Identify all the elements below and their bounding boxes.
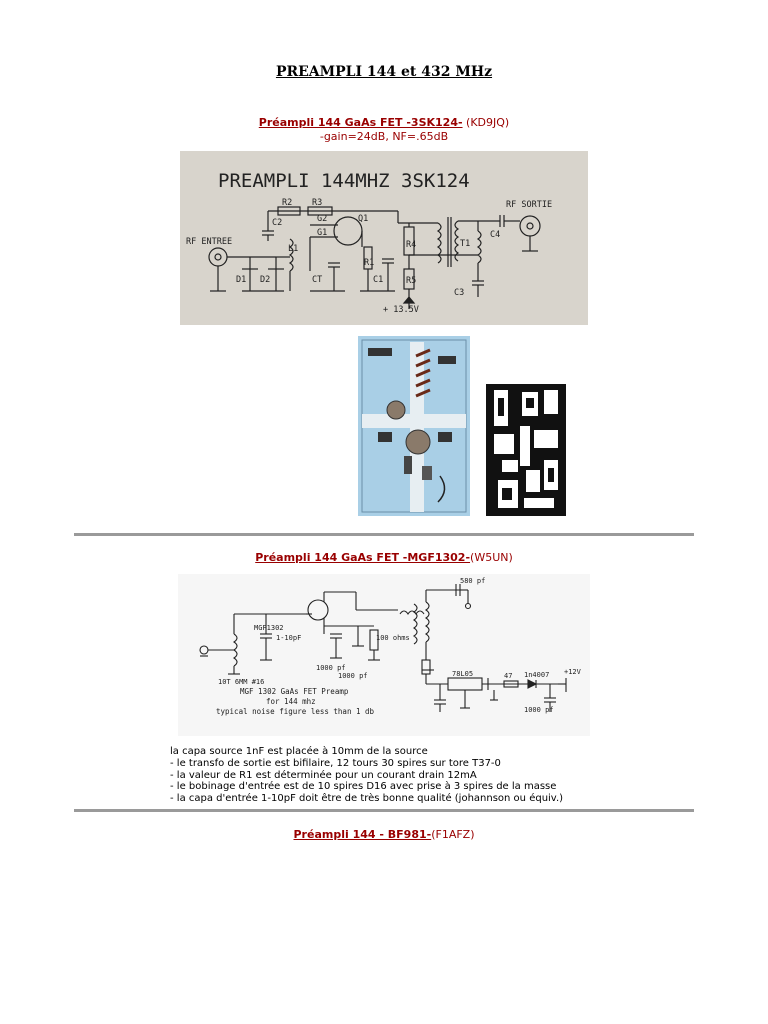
- pcb-pattern: [486, 384, 566, 516]
- schematic-3sk124: [180, 151, 588, 325]
- svg-text:100 ohms: 100 ohms: [376, 634, 410, 642]
- list-item: - le bobinage d'entrée est de 10 spires D16 avec prise à 3 spires de la masse: [170, 781, 557, 793]
- svg-text:for 144 mhz: for 144 mhz: [266, 697, 316, 706]
- svg-text:D2: D2: [260, 275, 271, 285]
- list-item: - le transfo de sortie est bifilaire, 12 tours 30 spires sur tore T37-0: [170, 757, 501, 769]
- list-item: - la valeur de R1 est déterminée pour un courant drain 12mA: [170, 769, 477, 781]
- svg-text:10T 6MM #16: 10T 6MM #16: [218, 678, 265, 686]
- divider: [74, 809, 694, 812]
- svg-text:MGF1302: MGF1302: [254, 624, 284, 632]
- svg-text:1000 pf: 1000 pf: [338, 672, 368, 680]
- svg-text:+12V: +12V: [564, 668, 581, 676]
- schematic-heading: PREAMPLI 144MHZ 3SK124: [218, 170, 470, 192]
- page-title: PREAMPLI 144 et 432 MHz: [275, 64, 493, 80]
- svg-text:D1: D1: [236, 275, 247, 285]
- svg-text:CT: CT: [312, 275, 323, 285]
- svg-text:typical noise figure less than: typical noise figure less than 1 db: [216, 707, 375, 716]
- section-heading: Préampli 144 GaAs FET -MGF1302-: [255, 551, 471, 564]
- svg-text:R4: R4: [406, 240, 417, 250]
- svg-text:RF ENTREE: RF ENTREE: [186, 237, 233, 247]
- section-heading: Préampli 144 GaAs FET -3SK124-: [258, 116, 463, 129]
- svg-text:Q1: Q1: [358, 214, 369, 224]
- svg-text:R2: R2: [282, 198, 293, 208]
- component-layout-photo: [358, 336, 470, 516]
- section-subtitle: -gain=24dB, NF=.65dB: [319, 130, 449, 143]
- svg-text:R3: R3: [312, 198, 323, 208]
- schematic-mgf1302: [178, 574, 590, 736]
- svg-text:G2: G2: [317, 214, 328, 224]
- list-item: la capa source 1nF est placée à 10mm de la source: [170, 746, 428, 757]
- svg-text:1000 pf: 1000 pf: [524, 706, 554, 714]
- divider: [74, 533, 694, 536]
- section-title-mgf1302: [0, 551, 768, 565]
- svg-text:C2: C2: [272, 218, 283, 228]
- section-heading: Préampli 144 - BF981-: [293, 828, 432, 841]
- svg-text:R1: R1: [364, 258, 375, 268]
- svg-text:L1: L1: [288, 244, 299, 254]
- svg-text:47: 47: [504, 672, 513, 680]
- section-callsign: (W5UN): [470, 551, 513, 564]
- svg-text:C1: C1: [373, 275, 384, 285]
- svg-text:1-10pF: 1-10pF: [276, 634, 302, 642]
- list-item: - la capa d'entrée 1-10pF doit être de très bonne qualité (johannson ou équiv.): [170, 793, 564, 805]
- svg-text:580 pf: 580 pf: [460, 577, 486, 585]
- svg-text:G1: G1: [317, 228, 328, 238]
- section-title-bf981: [0, 828, 768, 842]
- section-title-3sk124: [0, 116, 768, 144]
- svg-text:78L05: 78L05: [452, 670, 474, 678]
- svg-text:1000 pf: 1000 pf: [316, 664, 346, 672]
- svg-text:C4: C4: [490, 230, 501, 240]
- notes-list: [170, 746, 640, 805]
- section-callsign: (F1AFZ): [431, 828, 475, 841]
- svg-text:R5: R5: [406, 276, 417, 286]
- svg-text:MGF 1302 GaAs FET Preamp: MGF 1302 GaAs FET Preamp: [240, 687, 349, 696]
- svg-text:+ 13.5V: + 13.5V: [383, 305, 419, 315]
- svg-text:T1: T1: [460, 239, 471, 249]
- section-callsign: (KD9JQ): [462, 116, 510, 129]
- svg-text:C3: C3: [454, 288, 465, 298]
- svg-text:RF SORTIE: RF SORTIE: [506, 200, 553, 210]
- svg-text:1n4007: 1n4007: [524, 671, 550, 679]
